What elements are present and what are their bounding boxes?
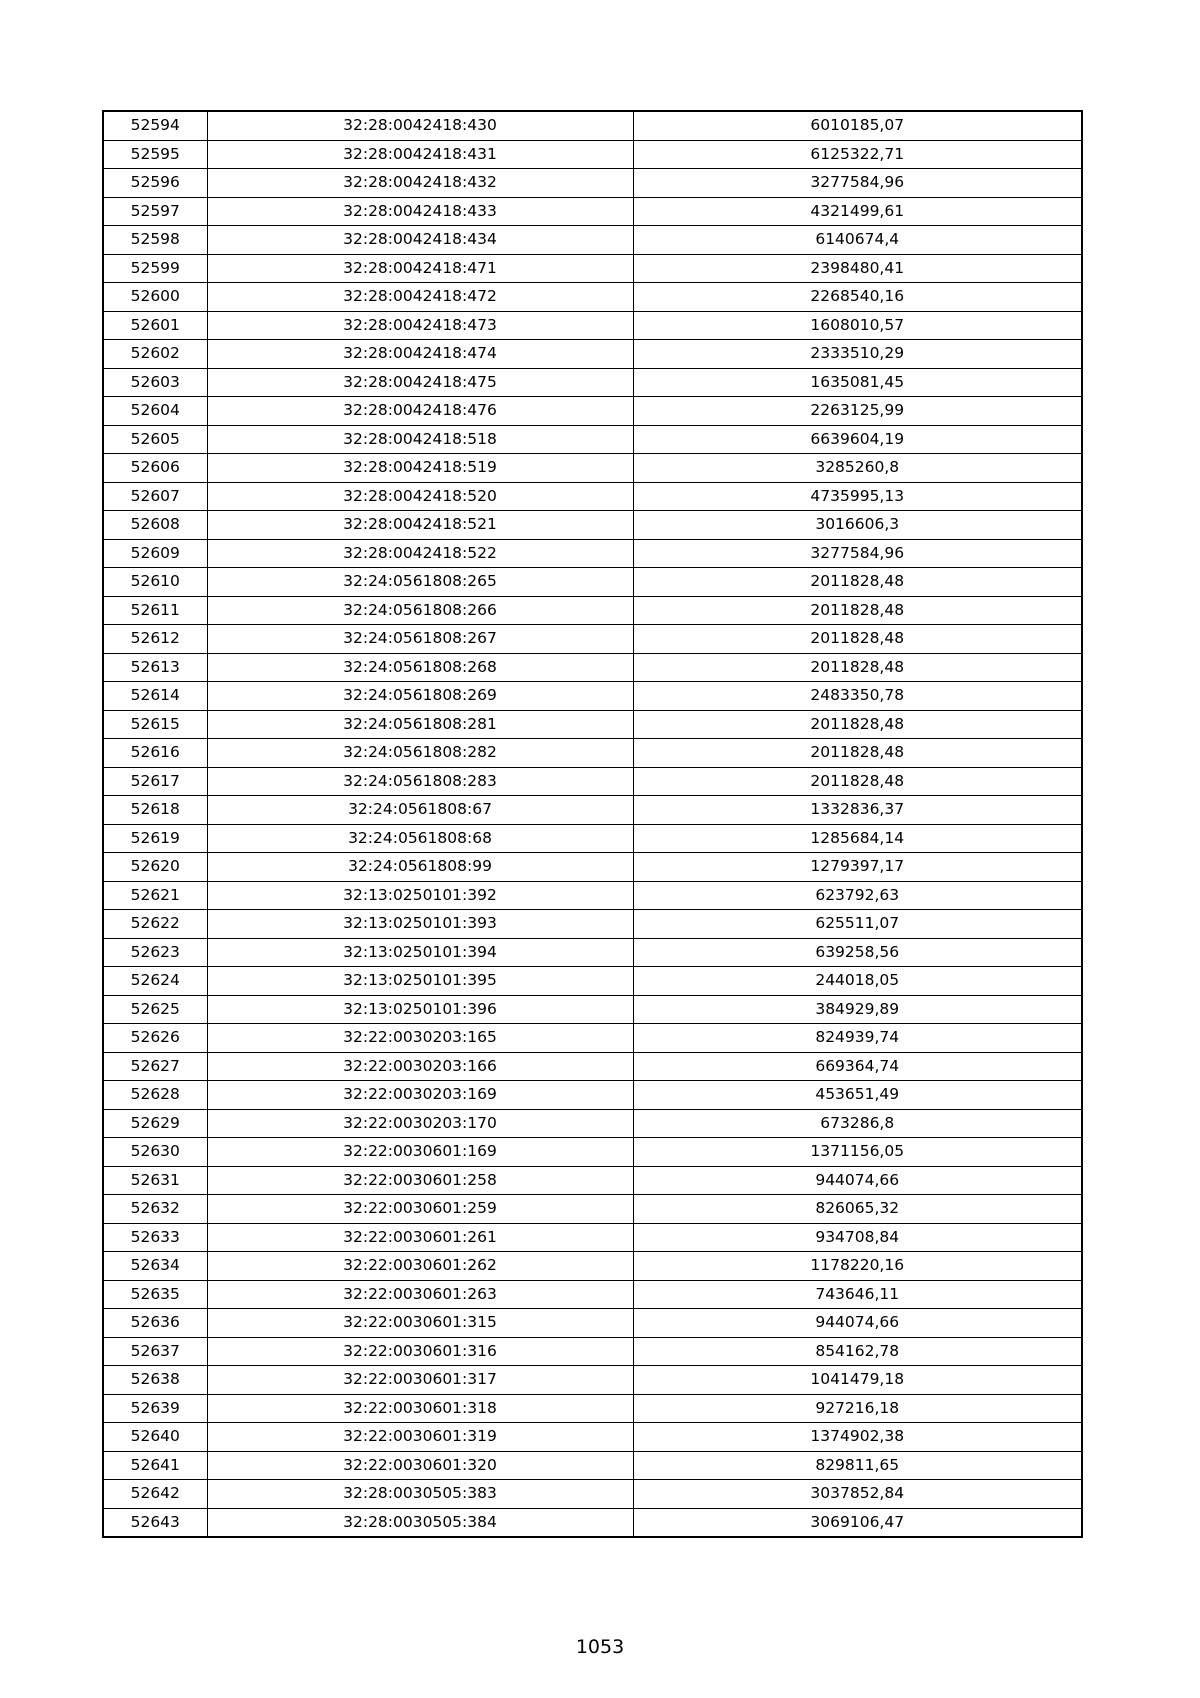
table-row — [103, 254, 1082, 283]
cadastral-number-cell: 32:22:0030601:261 — [207, 1223, 633, 1252]
cadastral-number-cell: 32:22:0030601:263 — [207, 1280, 633, 1309]
cadastral-number-cell: 32:24:0561808:265 — [207, 568, 633, 597]
table-row — [103, 767, 1082, 796]
cadastral-number-cell: 32:24:0561808:281 — [207, 710, 633, 739]
row-number-cell: 52604 — [103, 397, 207, 426]
cadastral-number-cell: 32:28:0042418:433 — [207, 197, 633, 226]
table-row — [103, 625, 1082, 654]
row-number-cell: 52621 — [103, 881, 207, 910]
cadastral-value-cell: 1635081,45 — [633, 368, 1082, 397]
table-row — [103, 938, 1082, 967]
row-number-cell: 52602 — [103, 340, 207, 369]
row-number-cell: 52603 — [103, 368, 207, 397]
row-number-cell: 52594 — [103, 111, 207, 140]
cadastral-value-cell: 2333510,29 — [633, 340, 1082, 369]
cadastral-value-cell: 669364,74 — [633, 1052, 1082, 1081]
cadastral-value-cell: 625511,07 — [633, 910, 1082, 939]
table-row — [103, 511, 1082, 540]
row-number-cell: 52600 — [103, 283, 207, 312]
cadastral-value-cell: 1041479,18 — [633, 1366, 1082, 1395]
cadastral-number-cell: 32:28:0030505:384 — [207, 1508, 633, 1537]
cadastral-number-cell: 32:22:0030601:169 — [207, 1138, 633, 1167]
cadastral-value-cell: 1332836,37 — [633, 796, 1082, 825]
table-body — [103, 111, 1082, 1537]
cadastral-value-cell: 944074,66 — [633, 1166, 1082, 1195]
row-number-cell: 52608 — [103, 511, 207, 540]
cadastral-value-cell: 4735995,13 — [633, 482, 1082, 511]
table-row — [103, 796, 1082, 825]
cadastral-number-cell: 32:22:0030203:169 — [207, 1081, 633, 1110]
table-row — [103, 1451, 1082, 1480]
cadastral-number-cell: 32:28:0042418:476 — [207, 397, 633, 426]
row-number-cell: 52633 — [103, 1223, 207, 1252]
cadastral-value-cell: 6125322,71 — [633, 140, 1082, 169]
cadastral-value-cell: 639258,56 — [633, 938, 1082, 967]
table-row — [103, 853, 1082, 882]
table-row — [103, 1309, 1082, 1338]
cadastral-number-cell: 32:22:0030601:316 — [207, 1337, 633, 1366]
table-row — [103, 397, 1082, 426]
table-row — [103, 283, 1082, 312]
table-row — [103, 340, 1082, 369]
table-row — [103, 881, 1082, 910]
table-row — [103, 454, 1082, 483]
table-row — [103, 539, 1082, 568]
cadastral-number-cell: 32:13:0250101:394 — [207, 938, 633, 967]
cadastral-value-cell: 6010185,07 — [633, 111, 1082, 140]
cadastral-value-cell: 4321499,61 — [633, 197, 1082, 226]
cadastral-number-cell: 32:28:0042418:431 — [207, 140, 633, 169]
cadastral-value-cell: 1371156,05 — [633, 1138, 1082, 1167]
row-number-cell: 52623 — [103, 938, 207, 967]
row-number-cell: 52625 — [103, 995, 207, 1024]
cadastral-value-cell: 2011828,48 — [633, 568, 1082, 597]
table-row — [103, 311, 1082, 340]
cadastral-value-cell: 453651,49 — [633, 1081, 1082, 1110]
cadastral-value-cell: 824939,74 — [633, 1024, 1082, 1053]
cadastral-value-cell: 2011828,48 — [633, 739, 1082, 768]
cadastral-number-cell: 32:22:0030601:320 — [207, 1451, 633, 1480]
row-number-cell: 52642 — [103, 1480, 207, 1509]
cadastral-value-cell: 2011828,48 — [633, 625, 1082, 654]
row-number-cell: 52636 — [103, 1309, 207, 1338]
cadastral-value-cell: 1608010,57 — [633, 311, 1082, 340]
row-number-cell: 52614 — [103, 682, 207, 711]
table-row — [103, 739, 1082, 768]
row-number-cell: 52630 — [103, 1138, 207, 1167]
row-number-cell: 52639 — [103, 1394, 207, 1423]
cadastral-value-cell: 3016606,3 — [633, 511, 1082, 540]
row-number-cell: 52616 — [103, 739, 207, 768]
row-number-cell: 52631 — [103, 1166, 207, 1195]
cadastral-number-cell: 32:13:0250101:396 — [207, 995, 633, 1024]
row-number-cell: 52607 — [103, 482, 207, 511]
table-row — [103, 1423, 1082, 1452]
cadastral-number-cell: 32:22:0030203:165 — [207, 1024, 633, 1053]
cadastral-value-table — [102, 110, 1083, 1538]
row-number-cell: 52628 — [103, 1081, 207, 1110]
cadastral-number-cell: 32:24:0561808:99 — [207, 853, 633, 882]
table-row — [103, 1366, 1082, 1395]
cadastral-value-cell: 673286,8 — [633, 1109, 1082, 1138]
cadastral-value-cell: 2483350,78 — [633, 682, 1082, 711]
cadastral-value-cell: 854162,78 — [633, 1337, 1082, 1366]
cadastral-value-cell: 1178220,16 — [633, 1252, 1082, 1281]
cadastral-number-cell: 32:28:0042418:475 — [207, 368, 633, 397]
table-row — [103, 140, 1082, 169]
table-row — [103, 1109, 1082, 1138]
row-number-cell: 52605 — [103, 425, 207, 454]
row-number-cell: 52618 — [103, 796, 207, 825]
cadastral-value-cell: 2268540,16 — [633, 283, 1082, 312]
cadastral-value-cell: 1285684,14 — [633, 824, 1082, 853]
cadastral-value-cell: 384929,89 — [633, 995, 1082, 1024]
table-row — [103, 1024, 1082, 1053]
cadastral-number-cell: 32:28:0042418:522 — [207, 539, 633, 568]
cadastral-value-cell: 1374902,38 — [633, 1423, 1082, 1452]
cadastral-value-cell: 2011828,48 — [633, 710, 1082, 739]
cadastral-value-cell: 244018,05 — [633, 967, 1082, 996]
table-row — [103, 1280, 1082, 1309]
cadastral-number-cell: 32:22:0030601:258 — [207, 1166, 633, 1195]
cadastral-value-cell: 743646,11 — [633, 1280, 1082, 1309]
cadastral-number-cell: 32:22:0030601:262 — [207, 1252, 633, 1281]
row-number-cell: 52634 — [103, 1252, 207, 1281]
cadastral-value-cell: 6140674,4 — [633, 226, 1082, 255]
cadastral-number-cell: 32:24:0561808:68 — [207, 824, 633, 853]
cadastral-value-cell: 934708,84 — [633, 1223, 1082, 1252]
cadastral-number-cell: 32:28:0042418:473 — [207, 311, 633, 340]
table-row — [103, 682, 1082, 711]
row-number-cell: 52632 — [103, 1195, 207, 1224]
row-number-cell: 52606 — [103, 454, 207, 483]
cadastral-value-cell: 3277584,96 — [633, 539, 1082, 568]
cadastral-number-cell: 32:24:0561808:269 — [207, 682, 633, 711]
cadastral-number-cell: 32:24:0561808:282 — [207, 739, 633, 768]
row-number-cell: 52596 — [103, 169, 207, 198]
cadastral-number-cell: 32:28:0042418:519 — [207, 454, 633, 483]
cadastral-value-cell: 3277584,96 — [633, 169, 1082, 198]
table-row — [103, 1223, 1082, 1252]
row-number-cell: 52612 — [103, 625, 207, 654]
row-number-cell: 52617 — [103, 767, 207, 796]
cadastral-number-cell: 32:24:0561808:283 — [207, 767, 633, 796]
cadastral-number-cell: 32:28:0042418:434 — [207, 226, 633, 255]
cadastral-number-cell: 32:28:0042418:518 — [207, 425, 633, 454]
row-number-cell: 52640 — [103, 1423, 207, 1452]
row-number-cell: 52635 — [103, 1280, 207, 1309]
cadastral-value-cell: 927216,18 — [633, 1394, 1082, 1423]
cadastral-value-cell: 2263125,99 — [633, 397, 1082, 426]
cadastral-number-cell: 32:13:0250101:393 — [207, 910, 633, 939]
row-number-cell: 52637 — [103, 1337, 207, 1366]
row-number-cell: 52601 — [103, 311, 207, 340]
cadastral-number-cell: 32:28:0042418:472 — [207, 283, 633, 312]
cadastral-number-cell: 32:24:0561808:267 — [207, 625, 633, 654]
row-number-cell: 52599 — [103, 254, 207, 283]
row-number-cell: 52643 — [103, 1508, 207, 1537]
row-number-cell: 52622 — [103, 910, 207, 939]
table-row — [103, 710, 1082, 739]
table-row — [103, 1081, 1082, 1110]
table-row — [103, 596, 1082, 625]
cadastral-number-cell: 32:22:0030203:166 — [207, 1052, 633, 1081]
cadastral-number-cell: 32:22:0030601:259 — [207, 1195, 633, 1224]
table-row — [103, 425, 1082, 454]
row-number-cell: 52624 — [103, 967, 207, 996]
row-number-cell: 52613 — [103, 653, 207, 682]
row-number-cell: 52598 — [103, 226, 207, 255]
cadastral-value-cell: 2011828,48 — [633, 596, 1082, 625]
cadastral-number-cell: 32:13:0250101:395 — [207, 967, 633, 996]
row-number-cell: 52597 — [103, 197, 207, 226]
cadastral-value-cell: 6639604,19 — [633, 425, 1082, 454]
table-row — [103, 1252, 1082, 1281]
row-number-cell: 52609 — [103, 539, 207, 568]
cadastral-number-cell: 32:28:0042418:430 — [207, 111, 633, 140]
table-row — [103, 824, 1082, 853]
row-number-cell: 52611 — [103, 596, 207, 625]
table-row — [103, 910, 1082, 939]
table-row — [103, 1394, 1082, 1423]
table-row — [103, 1195, 1082, 1224]
cadastral-number-cell: 32:24:0561808:67 — [207, 796, 633, 825]
row-number-cell: 52610 — [103, 568, 207, 597]
table-row — [103, 197, 1082, 226]
table-row — [103, 111, 1082, 140]
row-number-cell: 52595 — [103, 140, 207, 169]
row-number-cell: 52629 — [103, 1109, 207, 1138]
cadastral-value-cell: 829811,65 — [633, 1451, 1082, 1480]
cadastral-value-cell: 3069106,47 — [633, 1508, 1082, 1537]
row-number-cell: 52638 — [103, 1366, 207, 1395]
table-row — [103, 1508, 1082, 1537]
table-row — [103, 368, 1082, 397]
cadastral-number-cell: 32:22:0030601:315 — [207, 1309, 633, 1338]
table-row — [103, 967, 1082, 996]
cadastral-number-cell: 32:22:0030203:170 — [207, 1109, 633, 1138]
cadastral-number-cell: 32:28:0042418:520 — [207, 482, 633, 511]
cadastral-number-cell: 32:22:0030601:317 — [207, 1366, 633, 1395]
table-row — [103, 1138, 1082, 1167]
table-row — [103, 1166, 1082, 1195]
cadastral-number-cell: 32:22:0030601:318 — [207, 1394, 633, 1423]
cadastral-number-cell: 32:28:0042418:471 — [207, 254, 633, 283]
cadastral-number-cell: 32:28:0030505:383 — [207, 1480, 633, 1509]
table-row — [103, 995, 1082, 1024]
table-row — [103, 226, 1082, 255]
page-number: 1053 — [575, 1636, 625, 1658]
table-row — [103, 482, 1082, 511]
cadastral-value-cell: 826065,32 — [633, 1195, 1082, 1224]
cadastral-value-cell: 944074,66 — [633, 1309, 1082, 1338]
cadastral-number-cell: 32:24:0561808:268 — [207, 653, 633, 682]
cadastral-number-cell: 32:28:0042418:474 — [207, 340, 633, 369]
table-row — [103, 1480, 1082, 1509]
cadastral-number-cell: 32:22:0030601:319 — [207, 1423, 633, 1452]
cadastral-value-cell: 2398480,41 — [633, 254, 1082, 283]
cadastral-number-cell: 32:13:0250101:392 — [207, 881, 633, 910]
table-row — [103, 169, 1082, 198]
cadastral-value-cell: 2011828,48 — [633, 653, 1082, 682]
cadastral-number-cell: 32:28:0042418:521 — [207, 511, 633, 540]
table-row — [103, 568, 1082, 597]
cadastral-value-cell: 3037852,84 — [633, 1480, 1082, 1509]
table-row — [103, 1337, 1082, 1366]
cadastral-value-cell: 1279397,17 — [633, 853, 1082, 882]
row-number-cell: 52627 — [103, 1052, 207, 1081]
row-number-cell: 52615 — [103, 710, 207, 739]
table-row — [103, 1052, 1082, 1081]
row-number-cell: 52626 — [103, 1024, 207, 1053]
row-number-cell: 52620 — [103, 853, 207, 882]
cadastral-value-cell: 623792,63 — [633, 881, 1082, 910]
cadastral-value-cell: 2011828,48 — [633, 767, 1082, 796]
cadastral-value-cell: 3285260,8 — [633, 454, 1082, 483]
cadastral-number-cell: 32:24:0561808:266 — [207, 596, 633, 625]
cadastral-number-cell: 32:28:0042418:432 — [207, 169, 633, 198]
row-number-cell: 52619 — [103, 824, 207, 853]
table-row — [103, 653, 1082, 682]
row-number-cell: 52641 — [103, 1451, 207, 1480]
